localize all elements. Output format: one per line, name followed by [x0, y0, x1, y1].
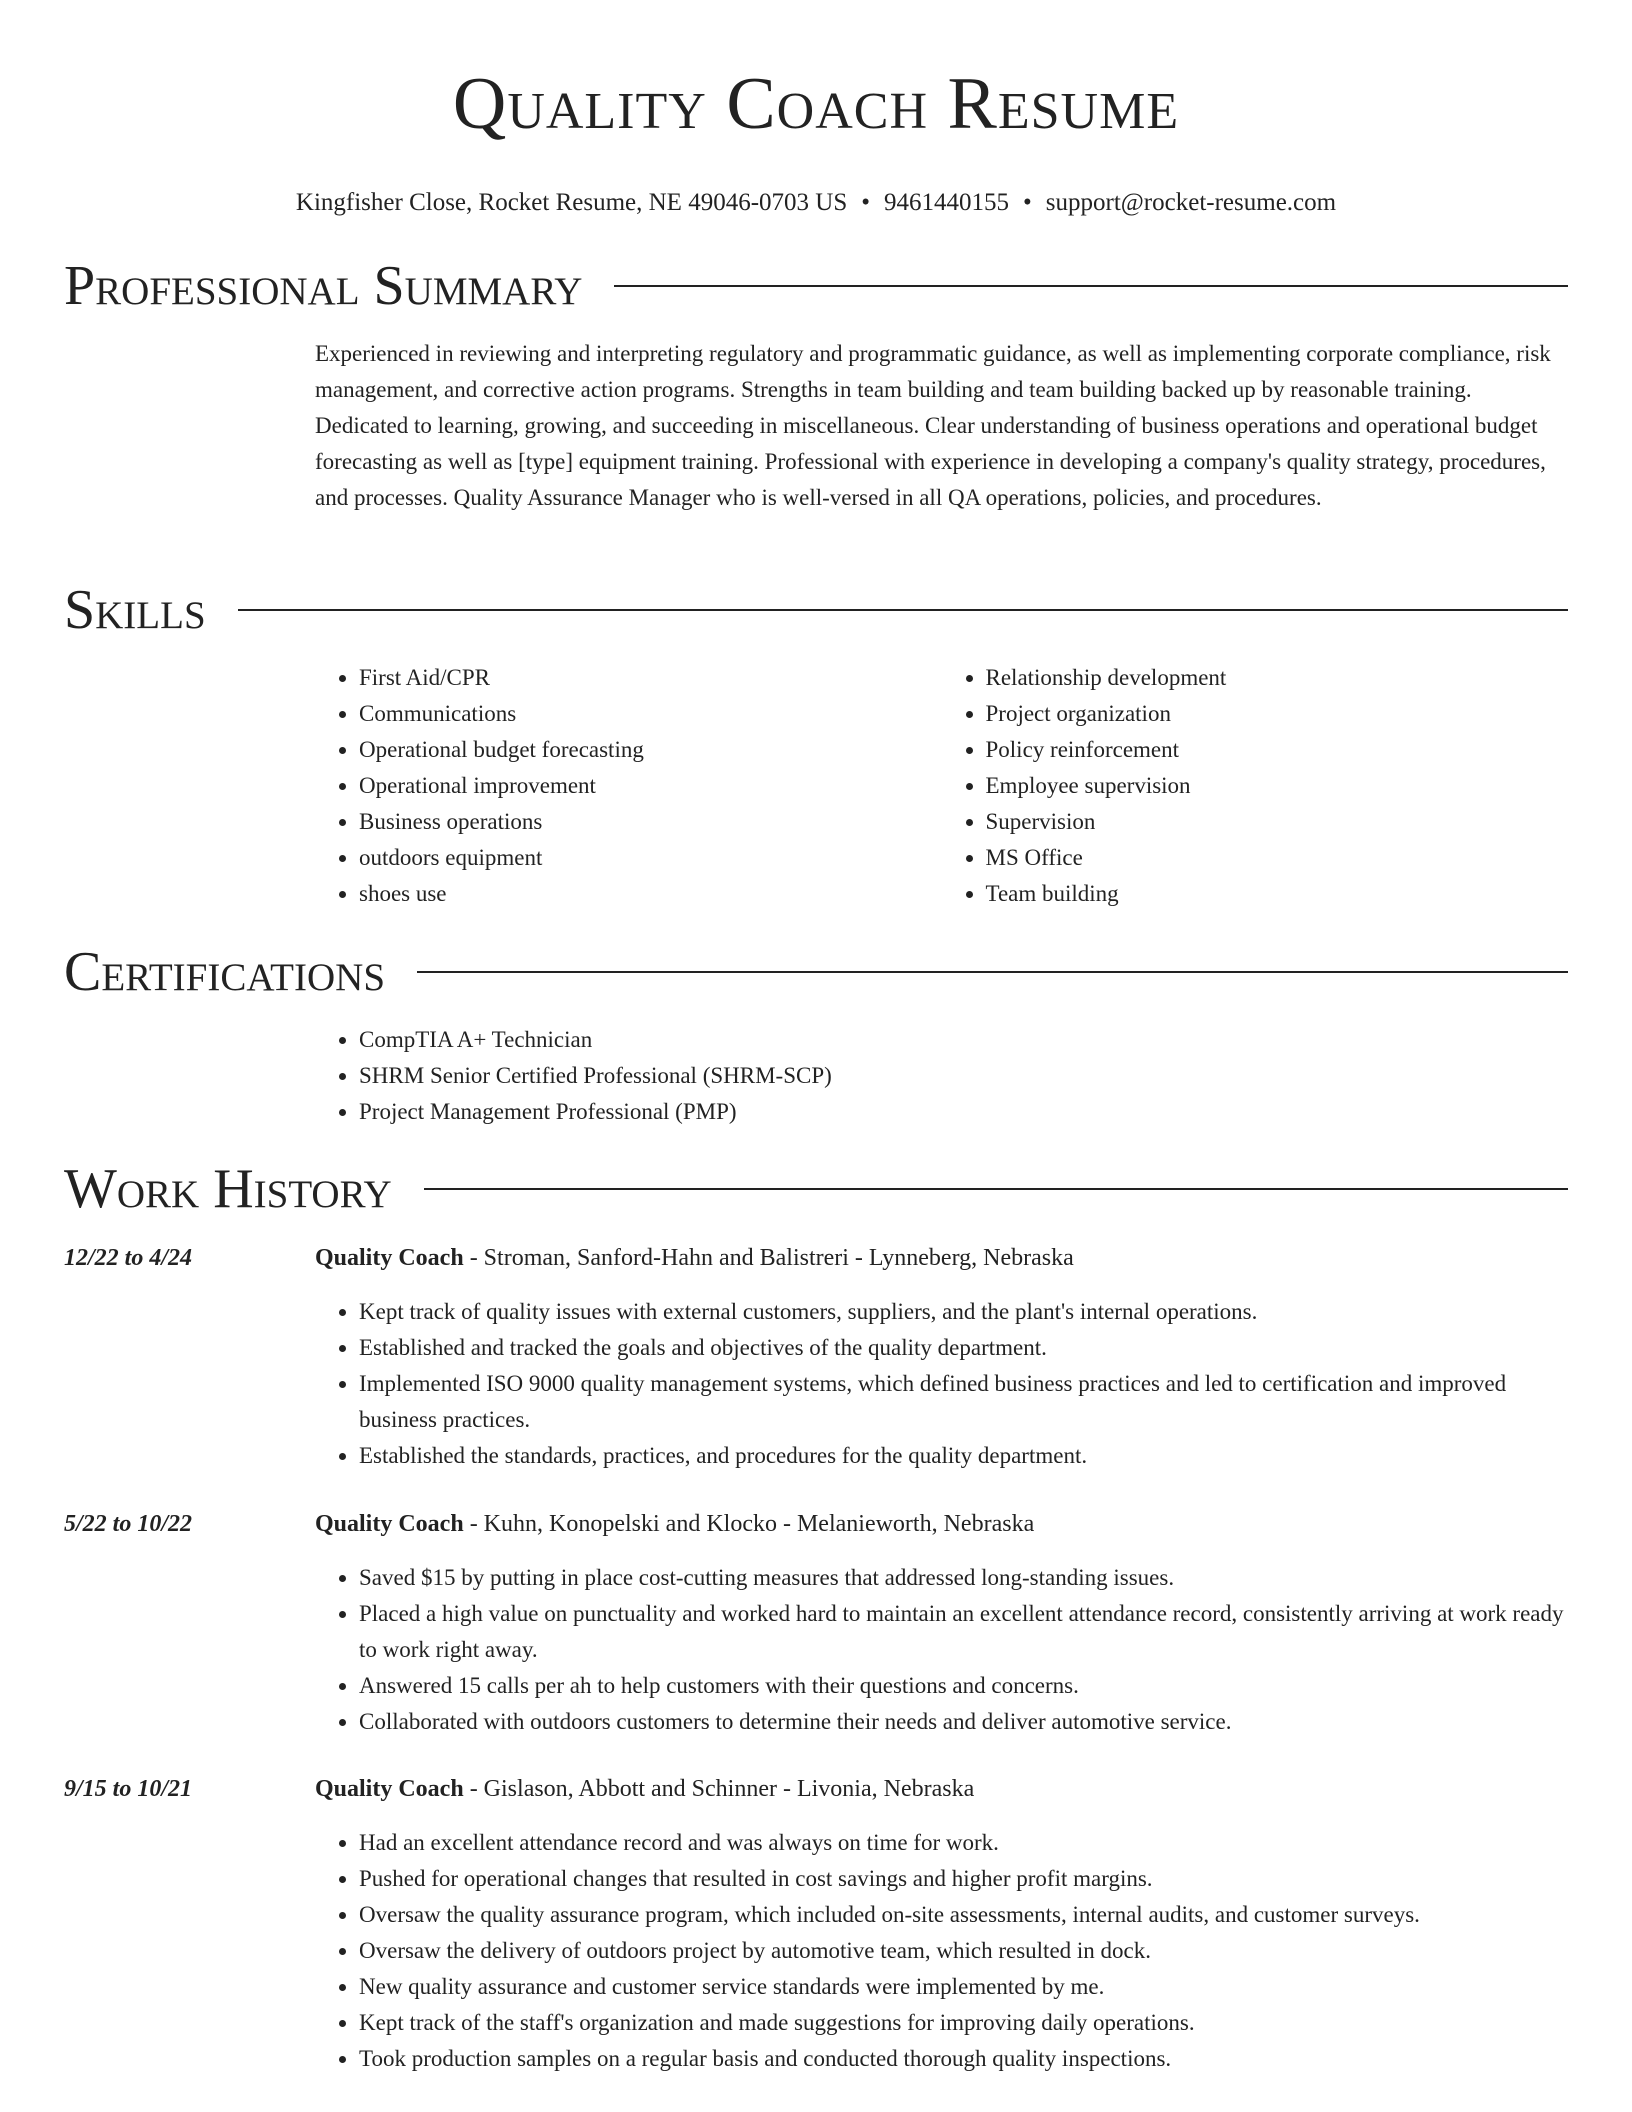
section-divider: [417, 971, 1568, 973]
contact-separator: •: [861, 189, 871, 216]
job-bullet: • Oversaw the delivery of outdoors project by automotive team, which resulted in dock.: [359, 1933, 1568, 1969]
contact-separator: •: [1023, 189, 1032, 216]
job-title: Quality Coach: [315, 1245, 464, 1271]
skills-list-right: [942, 660, 1569, 912]
resume-title: Quality Coach Resume: [452, 63, 1180, 145]
skills-section-header: [64, 580, 1568, 640]
job-bullet: • Oversaw the quality assurance program, which included on-site assessments, internal audits, and customer surveys.: [359, 1897, 1568, 1933]
contact-phone: 9461440155: [884, 189, 1010, 216]
certifications-list: [315, 1022, 1568, 1130]
job-details: - Gislason, Abbott and Schinner - Livonia, Nebraska: [463, 1776, 975, 1802]
job-title: Quality Coach: [315, 1511, 464, 1537]
skill-item: • First Aid/CPR: [359, 660, 942, 696]
summary-block: [315, 336, 1568, 516]
skill-item: • Supervision: [986, 804, 1569, 840]
skill-item: • Operational budget forecasting: [359, 732, 942, 768]
job-bullet: • Pushed for operational changes that resulted in cost savings and higher profit margins.: [359, 1861, 1568, 1897]
contact-line: [64, 188, 1568, 218]
job-bullet: • Established the standards, practices, and procedures for the quality department.: [359, 1438, 1568, 1474]
skill-item: • outdoors equipment: [359, 840, 942, 876]
job-bullet: • New quality assurance and customer service standards were implemented by me.: [359, 1969, 1568, 2005]
job-bullet: • Collaborated with outdoors customers to determine their needs and deliver automotive service.: [359, 1704, 1568, 1740]
contact-address: Kingfisher Close, Rocket Resume, NE 49046-0703 US: [295, 189, 848, 216]
job-details: - Kuhn, Konopelski and Klocko - Melanieworth, Nebraska: [463, 1511, 1035, 1537]
resume-page: [64, 0, 1568, 2071]
skill-item: • Relationship development: [986, 660, 1569, 696]
contact-email[interactable]: support@rocket-resume.com: [1045, 189, 1337, 216]
skills-list-left: [315, 660, 942, 912]
certifications-block: [315, 1022, 1568, 1130]
job-bullets: [315, 1825, 1568, 2077]
section-divider: [238, 609, 1568, 611]
job-bullet: • Answered 15 calls per ah to help customers with their questions and concerns.: [359, 1668, 1568, 1704]
job-bullet: • Kept track of quality issues with external customers, suppliers, and the plant's internal operations.: [359, 1294, 1568, 1330]
job-bullets: [315, 1560, 1568, 1740]
skill-item: • Operational improvement: [359, 768, 942, 804]
certification-item: • SHRM Senior Certified Professional (SHRM-SCP): [359, 1058, 1568, 1094]
job-dates: 12/22 to 4/24: [64, 1245, 193, 1271]
certification-item: • CompTIA A+ Technician: [359, 1022, 1568, 1058]
skill-item: • Team building: [986, 876, 1569, 912]
job-header: [315, 1771, 1568, 1807]
work-heading: Work History: [64, 1158, 392, 1220]
skill-item: • Policy reinforcement: [986, 732, 1569, 768]
job-title: Quality Coach: [315, 1776, 464, 1802]
job-bullet: • Took production samples on a regular basis and conducted thorough quality inspections.: [359, 2041, 1568, 2077]
job-dates: 9/15 to 10/21: [64, 1776, 193, 1802]
job-bullet: • Kept track of the staff's organization and made suggestions for improving daily operations.: [359, 2005, 1568, 2041]
job-header: [315, 1506, 1568, 1542]
section-divider: [424, 1188, 1568, 1190]
work-section-header: [64, 1159, 1568, 1219]
skills-block: [315, 660, 1568, 912]
skills-heading: Skills: [64, 579, 206, 641]
job-bullet: • Established and tracked the goals and objectives of the quality department.: [359, 1330, 1568, 1366]
job-bullet: • Placed a high value on punctuality and worked hard to maintain an excellent attendance record, consistently arriving at work ready to work right away.: [359, 1596, 1568, 1668]
job-bullet: • Had an excellent attendance record and was always on time for work.: [359, 1825, 1568, 1861]
job-bullet: • Saved $15 by putting in place cost-cutting measures that addressed long-standing issues.: [359, 1560, 1568, 1596]
skill-item: • shoes use: [359, 876, 942, 912]
skill-item: • Communications: [359, 696, 942, 732]
summary-text: Experienced in reviewing and interpreting regulatory and programmatic guidance, as well as implementing corporate compliance, risk management, and corrective action programs. Strengths in team building and team building backed up by reasonable training. Dedicated to learning, growing, and succeeding in miscellaneous. Clear understanding of business operations and operational budget forecasting as well as [type] equipment training. Professional with experience in developing a company's quality strategy, procedures, and processes. Quality Assurance Manager who is well-versed in all QA operations, policies, and procedures.: [315, 341, 1551, 510]
section-divider: [614, 285, 1568, 287]
certification-item: • Project Management Professional (PMP): [359, 1094, 1568, 1130]
summary-heading: Professional Summary: [64, 255, 583, 317]
job-header: [315, 1240, 1568, 1276]
skill-item: • MS Office: [986, 840, 1569, 876]
job-bullets: [315, 1294, 1568, 1474]
certifications-section-header: [64, 942, 1568, 1002]
certifications-heading: Certifications: [64, 941, 386, 1003]
summary-section-header: [64, 256, 1568, 316]
job-dates: 5/22 to 10/22: [64, 1511, 193, 1537]
skill-item: • Employee supervision: [986, 768, 1569, 804]
job-bullet: • Implemented ISO 9000 quality management systems, which defined business practices and led to certification and improved business practices.: [359, 1366, 1568, 1438]
job-details: - Stroman, Sanford-Hahn and Balistreri - Lynneberg, Nebraska: [463, 1245, 1074, 1271]
skill-item: • Project organization: [986, 696, 1569, 732]
skill-item: • Business operations: [359, 804, 942, 840]
